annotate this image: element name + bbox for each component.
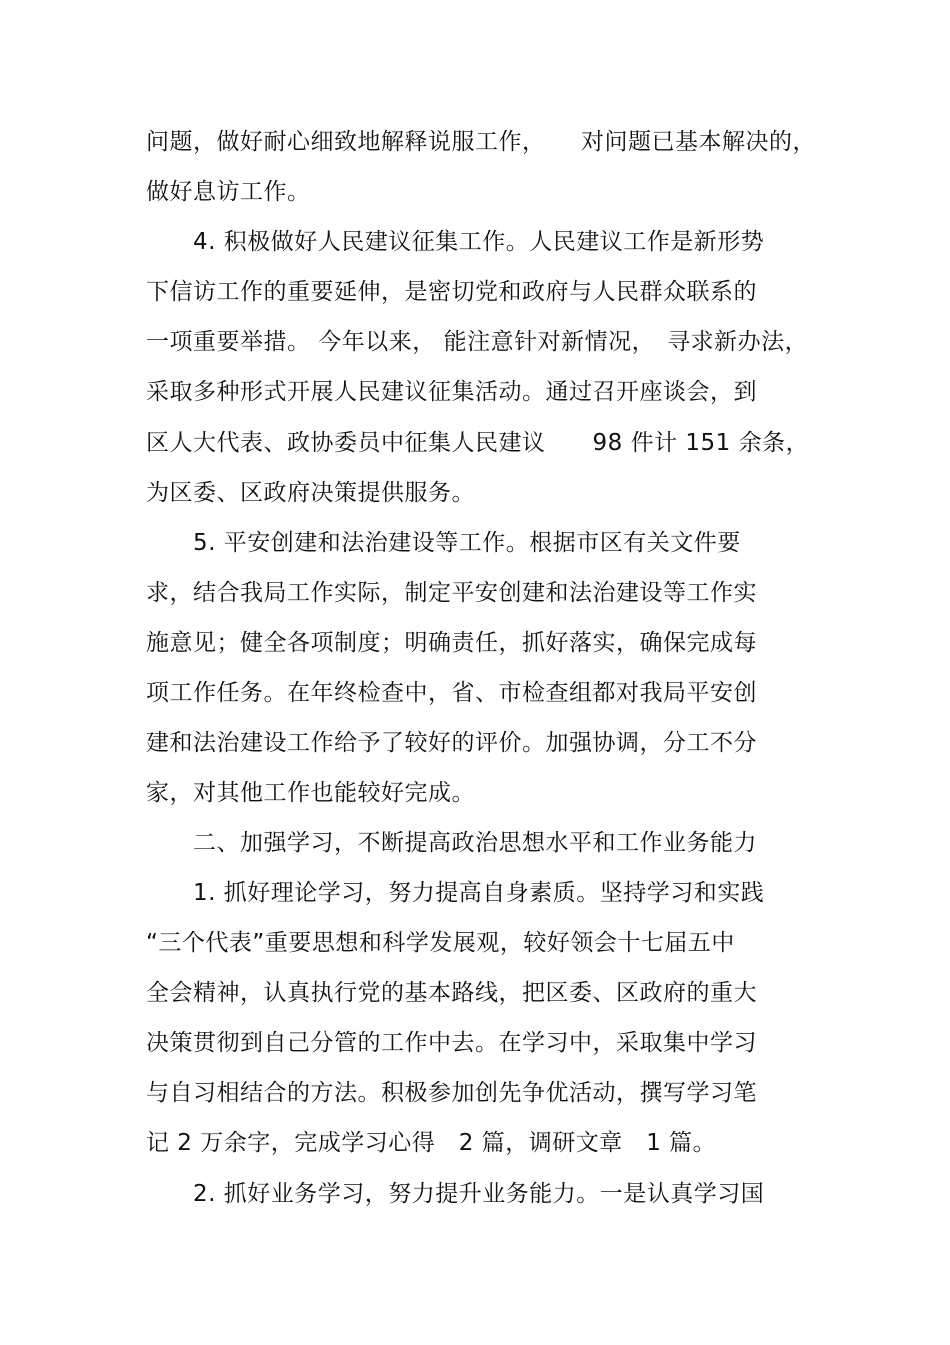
- text-line: 与自习相结合的方法。积极参加创先争优活动，撰写学习笔: [146, 1080, 757, 1106]
- text-line: 1. 抓好理论学习，努力提高自身素质。坚持学习和实践: [146, 880, 765, 906]
- text-line: 一项重要举措。 今年以来， 能注意针对新情况， 寻求新办法，: [146, 329, 809, 355]
- text-line: 项工作任务。在年终检查中，省、市检查组都对我局平安创: [146, 680, 757, 706]
- text-line: 区人大代表、政协委员中征集人民建议 98 件计 151 余条，: [146, 430, 810, 456]
- text-line: 建和法治建设工作给予了较好的评价。加强协调，分工不分: [146, 730, 757, 756]
- text-line: 2. 抓好业务学习，努力提升业务能力。一是认真学习国: [146, 1181, 765, 1207]
- text-line: 求，结合我局工作实际，制定平安创建和法治建设等工作实: [146, 580, 757, 606]
- text-line: 4. 积极做好人民建议征集工作。人民建议工作是新形势: [146, 229, 765, 255]
- text-line: 决策贯彻到自己分管的工作中去。在学习中，采取集中学习: [146, 1030, 757, 1056]
- text-line: 做好息访工作。: [146, 179, 311, 205]
- text-line: 采取多种形式开展人民建议征集活动。通过召开座谈会，到: [146, 379, 757, 405]
- section-heading: 二、加强学习，不断提高政治思想水平和工作业务能力: [146, 830, 757, 856]
- text-line: 全会精神，认真执行党的基本路线，把区委、区政府的重大: [146, 980, 757, 1006]
- text-line: 问题，做好耐心细致地解释说服工作， 对问题已基本解决的，: [146, 129, 816, 155]
- text-line: 记 2 万余字，完成学习心得 2 篇，调研文章 1 篇。: [146, 1130, 717, 1156]
- text-line: 家，对其他工作也能较好完成。: [146, 780, 475, 806]
- text-line: 为区委、区政府决策提供服务。: [146, 480, 475, 506]
- text-line: “三个代表”重要思想和科学发展观，较好领会十七届五中: [146, 930, 735, 956]
- text-line: 下信访工作的重要延伸，是密切党和政府与人民群众联系的: [146, 279, 757, 305]
- text-line: 施意见；健全各项制度；明确责任，抓好落实，确保完成每: [146, 630, 757, 656]
- text-line: 5. 平安创建和法治建设等工作。根据市区有关文件要: [146, 530, 741, 556]
